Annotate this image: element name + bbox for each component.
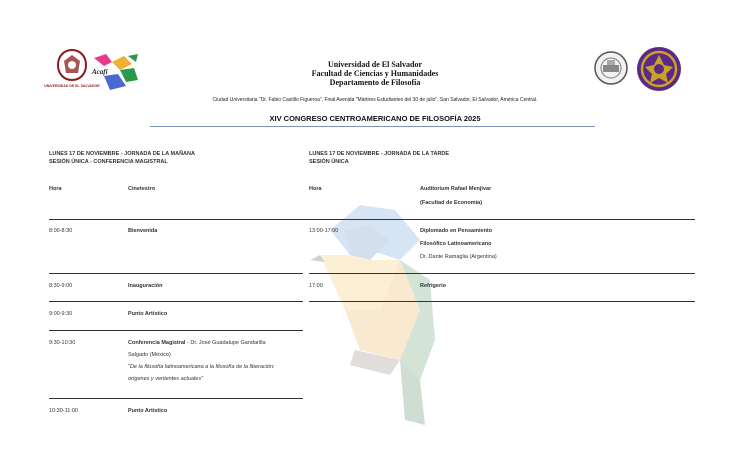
header-rule: [49, 219, 695, 220]
afternoon-col-venue-detail: (Facultad de Economía): [420, 200, 483, 206]
keynote-speaker: - Dr. José Guadalupe Gandarilla: [185, 340, 266, 346]
afternoon-col-time: Hora: [309, 186, 322, 192]
afternoon-row-time: 17:00: [309, 283, 323, 289]
morning-row-time: 8:00-8:30: [49, 228, 73, 234]
keynote-talk-title-cont: orígenes y vertientes actuales": [128, 376, 204, 382]
congress-title: XIV CONGRESO CENTROAMERICANO DE FILOSOFÍA 2025: [269, 114, 481, 123]
keynote-label: Conferencia Magistral: [128, 340, 186, 346]
morning-row-title: Punto Artístico: [128, 408, 168, 414]
morning-row-title: Bienvenida: [128, 228, 158, 234]
afternoon-row-title: Refrigerio: [420, 283, 446, 289]
morning-row-time: 9:00-9:30: [49, 311, 73, 317]
morning-row-title: Inauguración: [128, 283, 163, 289]
acafi-wordmark: Acafi: [92, 68, 108, 76]
row-rule: [49, 273, 303, 274]
afternoon-heading: LUNES 17 DE NOVIEMBRE - JORNADA DE LA TARDE: [309, 151, 450, 157]
morning-col-time: Hora: [49, 186, 62, 192]
keynote-speaker-cont: Salgado (México): [128, 352, 171, 358]
morning-row-time: 8:30-9:00: [49, 283, 73, 289]
university-name: Universidad de El Salvador: [327, 60, 422, 69]
morning-row-keynote: [128, 337, 266, 349]
afternoon-row-title-cont: Filosófico Latinoamericano: [420, 241, 492, 247]
faculty-name: Facultad de Ciencias y Humanidades: [311, 69, 439, 78]
keynote-talk-title: "De la filosofía latinoamericana a la filosofía de la liberación:: [128, 364, 275, 370]
morning-row-title: Punto Artístico: [128, 311, 168, 317]
row-rule: [49, 330, 303, 331]
row-rule: [309, 301, 695, 302]
morning-row-time: 9:30-10:30: [49, 340, 76, 346]
morning-heading: LUNES 17 DE NOVIEMBRE - JORNADA DE LA MAÑANA: [49, 151, 195, 157]
department-name: Departamento de Filosofía: [329, 78, 421, 87]
afternoon-row-speaker: Dr. Dante Ramaglia (Argentina): [420, 254, 497, 260]
morning-col-venue: Cinetestro: [128, 186, 156, 192]
afternoon-subheading: SESIÓN ÚNICA: [309, 159, 349, 165]
afternoon-row-time: 13:00-17:00: [309, 228, 339, 234]
afternoon-row-title: Diplomado en Pensamiento: [420, 228, 493, 234]
row-rule: [49, 398, 303, 399]
row-rule: [309, 273, 695, 274]
row-rule: [49, 301, 303, 302]
university-logo-caption: UNIVERSIDAD DE EL SALVADOR: [44, 84, 100, 88]
morning-subheading: SESIÓN ÚNICA - CONFERENCIA MAGISTRAL: [49, 159, 168, 165]
title-divider: [150, 126, 595, 127]
afternoon-col-venue: Auditorium Rafael Menjívar: [420, 186, 492, 192]
address-line: Ciudad Universitaria "Dr. Fabio Castillo Figueroa", Final Avenida "Mártires Estudiantes del 30 de julio", San Salvador, El Salvador, América Central.: [212, 97, 538, 103]
morning-row-time: 10:30-11:00: [49, 408, 78, 414]
